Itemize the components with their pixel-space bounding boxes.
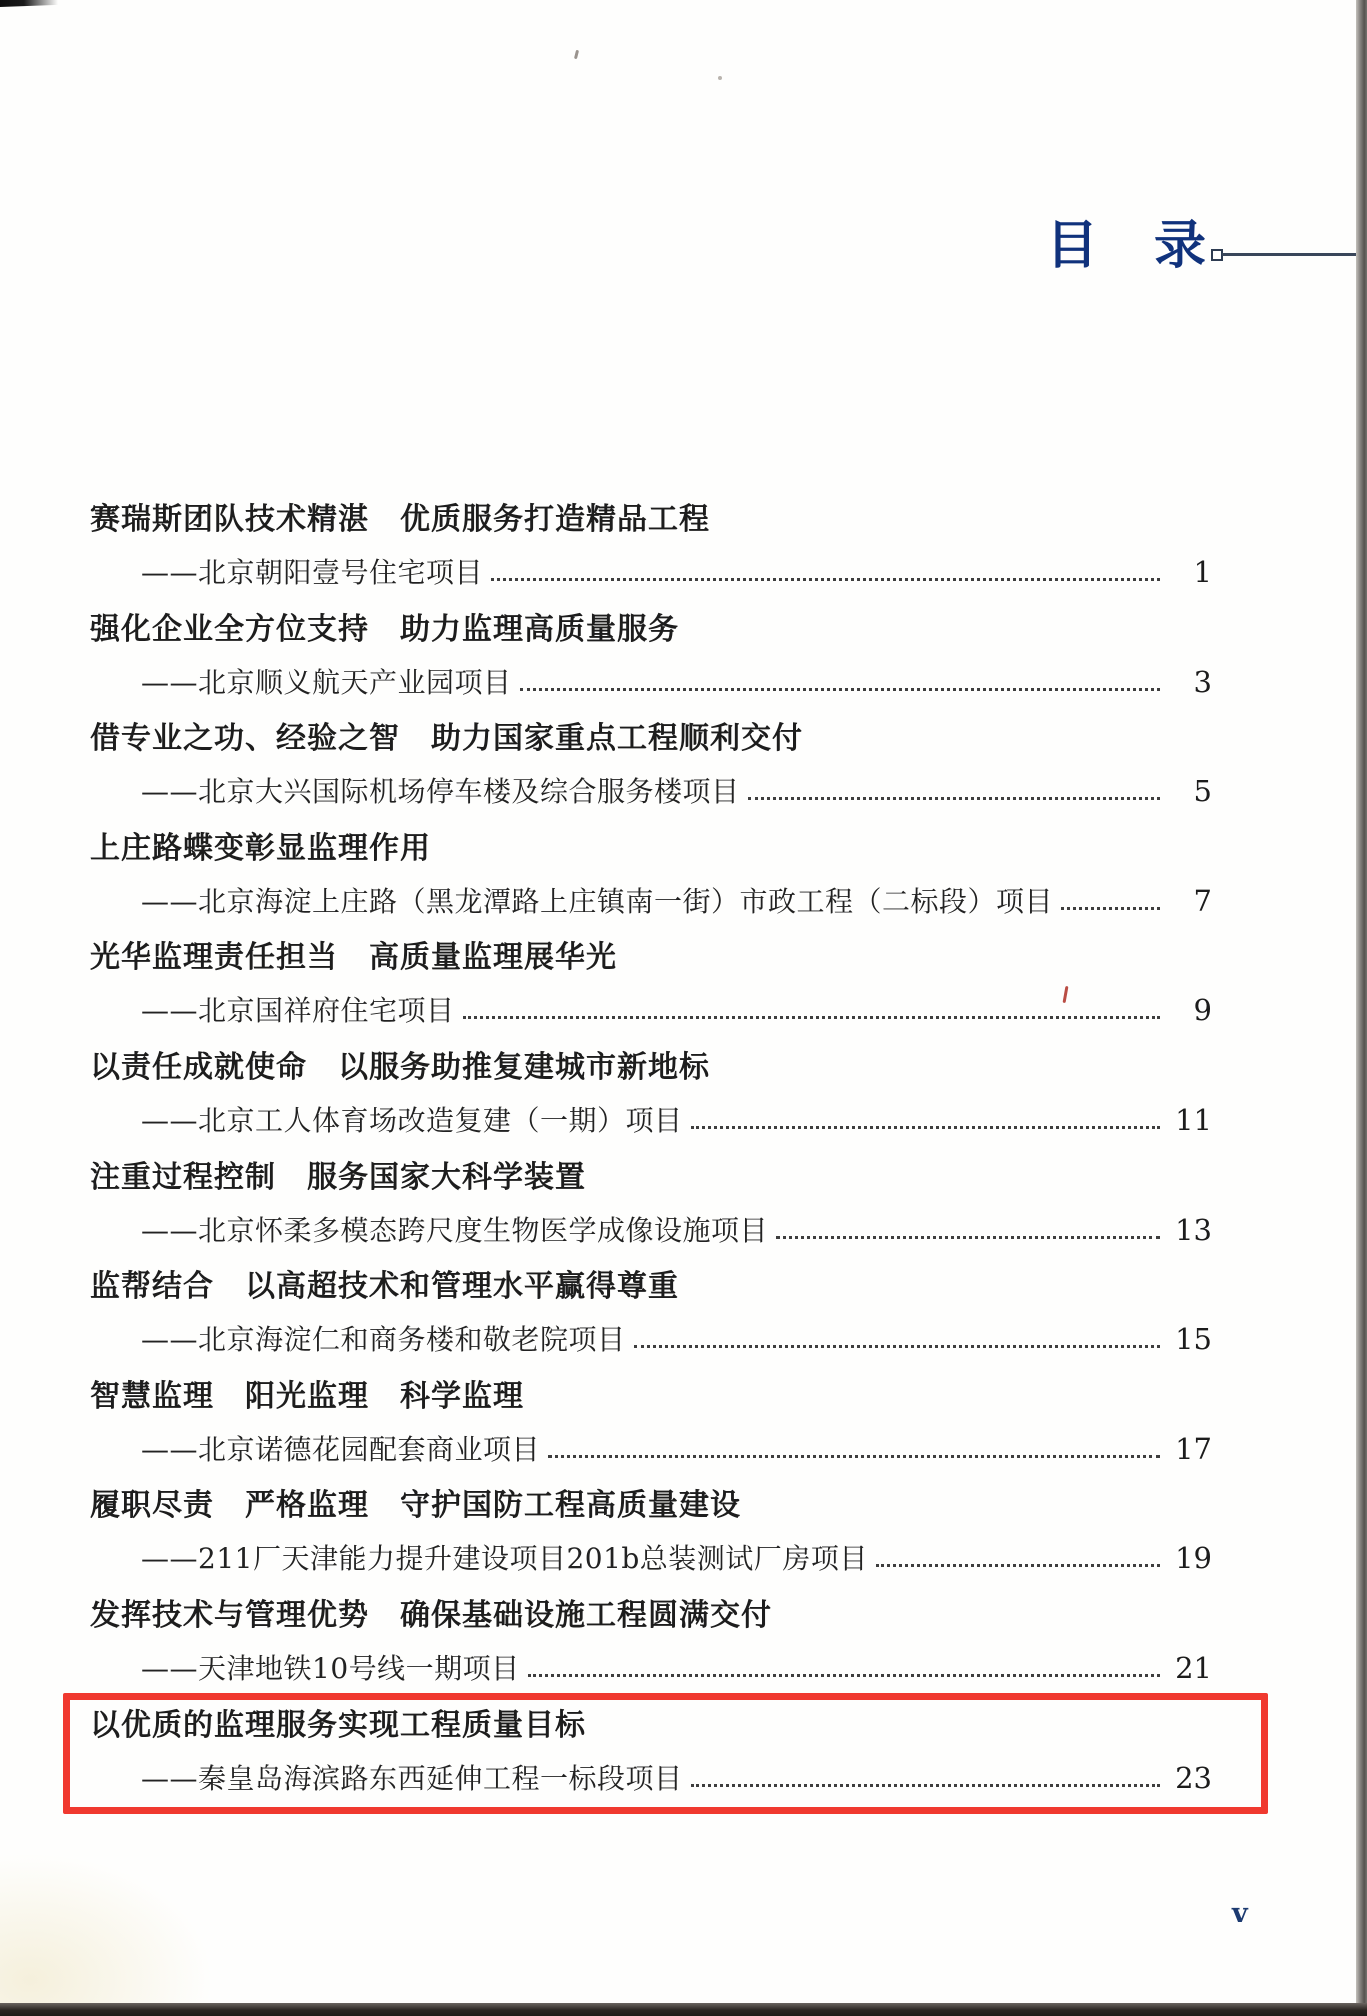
- toc-entry-title: 以责任成就使命 以服务助推复建城市新地标: [90, 1050, 710, 1084]
- dot-leader: [691, 1126, 1160, 1129]
- toc-entry: [90, 1161, 1212, 1271]
- toc-entry: [90, 832, 1212, 942]
- toc-entry-subtitle: ——北京怀柔多模态跨尺度生物医学成像设施项目: [141, 1213, 769, 1247]
- toc-entry-title: 发挥技术与管理优势 确保基础设施工程圆满交付: [90, 1598, 772, 1632]
- toc-entry-subtitle-row: [141, 1431, 1212, 1466]
- page-title: 目 录: [1046, 217, 1209, 275]
- toc-entry-subtitle-row: [141, 883, 1212, 918]
- toc-entry-subtitle: ——北京朝阳壹号住宅项目: [141, 556, 484, 589]
- dot-leader: [463, 1016, 1160, 1019]
- toc-entry-title: 履职尽责 严格监理 守护国防工程高质量建设: [90, 1489, 741, 1523]
- scan-speck-artifact: [574, 50, 579, 59]
- scan-edge-bottom: [0, 2003, 1367, 2016]
- dot-leader: [528, 1674, 1160, 1677]
- dot-leader: [748, 797, 1160, 800]
- toc-entry-page-number: 15: [1175, 1322, 1212, 1357]
- toc-entry-page-number: 17: [1175, 1431, 1212, 1466]
- toc-entry-title: 监帮结合 以高超技术和管理水平赢得尊重: [90, 1270, 679, 1304]
- toc-entry-subtitle-row: [141, 995, 1212, 1026]
- toc-entry-page-number: 13: [1175, 1212, 1212, 1247]
- toc-entry-subtitle: ——北京大兴国际机场停车楼及综合服务楼项目: [141, 775, 740, 809]
- scan-speck-artifact: [718, 76, 722, 80]
- toc-entry: [90, 1709, 1212, 1819]
- dot-leader: [876, 1564, 1160, 1567]
- toc-entry-page-number: 1: [1193, 555, 1212, 589]
- toc-entry-page-number: 21: [1175, 1650, 1212, 1685]
- toc-entry: [90, 1599, 1212, 1709]
- toc-entry-page-number: 5: [1193, 774, 1212, 809]
- toc-entry-title: 赛瑞斯团队技术精湛 优质服务打造精品工程: [90, 503, 710, 536]
- toc-entry: [90, 1270, 1212, 1380]
- toc-entry-subtitle-row: [141, 776, 1212, 807]
- scan-edge-right: [1356, 0, 1367, 2016]
- toc-entry-title: 借专业之功、经验之智 助力国家重点工程顺利交付: [90, 722, 803, 756]
- toc-entry-subtitle: ——北京诺德花园配套商业项目: [141, 1432, 541, 1466]
- dot-leader: [548, 1455, 1160, 1458]
- title-connector-line: [1222, 253, 1362, 256]
- dot-leader: [1061, 907, 1160, 910]
- toc-entry: [90, 1051, 1212, 1161]
- toc-entry-subtitle: ——北京国祥府住宅项目: [141, 994, 455, 1028]
- toc-entry-title: 上庄路蝶变彰显监理作用: [90, 831, 431, 865]
- dot-leader: [776, 1236, 1160, 1239]
- toc-entry-subtitle: ——211厂天津能力提升建设项目201b总装测试厂房项目: [141, 1542, 868, 1576]
- toc-entry-subtitle-row: [141, 557, 1212, 588]
- toc-entry-subtitle-row: [141, 1102, 1212, 1137]
- toc-entry-page-number: 23: [1175, 1760, 1212, 1795]
- toc-entry-page-number: 7: [1193, 883, 1212, 918]
- toc-entry: [90, 722, 1212, 832]
- toc-list: [90, 503, 1212, 1818]
- dot-leader: [634, 1345, 1160, 1348]
- toc-entry-subtitle: ——北京海淀仁和商务楼和敬老院项目: [141, 1323, 626, 1357]
- toc-entry-page-number: 11: [1175, 1102, 1212, 1137]
- toc-entry-title: 注重过程控制 服务国家大科学装置: [90, 1160, 586, 1194]
- dot-leader: [491, 578, 1160, 581]
- toc-entry-subtitle-row: [141, 1760, 1212, 1795]
- dot-leader: [691, 1784, 1160, 1787]
- dot-leader: [520, 688, 1160, 691]
- toc-entry-title: 强化企业全方位支持 助力监理高质量服务: [90, 612, 679, 646]
- toc-entry-subtitle: ——北京工人体育场改造复建（一期）项目: [141, 1103, 683, 1137]
- toc-entry-subtitle-row: [141, 1650, 1212, 1685]
- toc-entry-subtitle-row: [141, 664, 1212, 699]
- toc-entry-page-number: 9: [1193, 993, 1212, 1028]
- scan-corner-artifact: [0, 0, 58, 7]
- toc-entry-subtitle-row: [141, 1543, 1212, 1574]
- toc-entry-subtitle: ——天津地铁10号线一期项目: [141, 1651, 520, 1685]
- toc-entry-subtitle: ——北京顺义航天产业园项目: [141, 665, 512, 699]
- toc-entry-subtitle-row: [141, 1324, 1212, 1355]
- toc-entry-subtitle: ——北京海淀上庄路（黑龙潭路上庄镇南一街）市政工程（二标段）项目: [141, 884, 1054, 918]
- toc-entry-subtitle: ——秦皇岛海滨路东西延伸工程一标段项目: [141, 1761, 683, 1795]
- toc-entry-title: 光华监理责任担当 高质量监理展华光: [90, 941, 617, 975]
- toc-entry: [90, 1380, 1212, 1490]
- toc-entry: [90, 503, 1212, 613]
- toc-entry: [90, 1489, 1212, 1599]
- toc-entry-title: 智慧监理 阳光监理 科学监理: [90, 1379, 524, 1413]
- toc-entry: [90, 613, 1212, 723]
- toc-entry-page-number: 19: [1175, 1541, 1212, 1576]
- toc-entry-page-number: 3: [1193, 664, 1212, 699]
- toc-entry: [90, 941, 1212, 1051]
- toc-entry-title: 以优质的监理服务实现工程质量目标: [90, 1708, 586, 1742]
- toc-entry-subtitle-row: [141, 1212, 1212, 1247]
- page-number-folio: v: [1232, 1898, 1248, 1929]
